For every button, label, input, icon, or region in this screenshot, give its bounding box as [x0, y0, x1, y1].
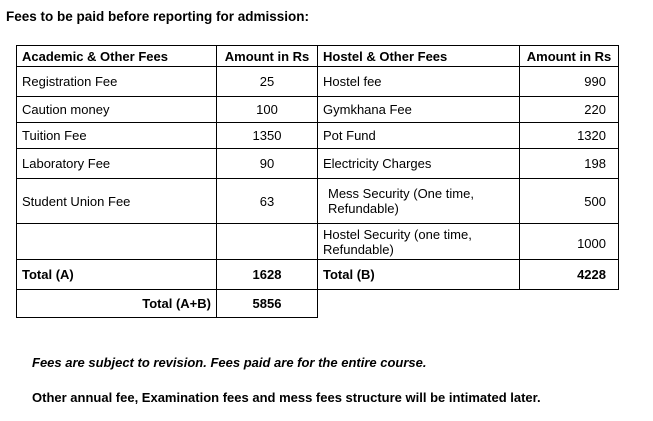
academic-fee-name: Registration Fee — [17, 67, 217, 97]
table-row — [17, 97, 619, 123]
hostel-fee-amount: 1320 — [520, 123, 619, 149]
academic-fee-amount: 90 — [217, 149, 318, 179]
academic-fee-name: Laboratory Fee — [17, 149, 217, 179]
annual-fee-note: Other annual fee, Examination fees and mess fees structure will be intimated later. — [32, 390, 541, 405]
total-a-value: 1628 — [217, 260, 318, 290]
grand-total-value: 5856 — [217, 290, 318, 318]
academic-fee-amount: 100 — [217, 97, 318, 123]
table-row — [17, 224, 619, 260]
revision-note: Fees are subject to revision. Fees paid are for the entire course. — [32, 355, 427, 370]
hostel-fee-amount: 198 — [520, 149, 619, 179]
header-academic-fees: Academic & Other Fees — [17, 46, 217, 67]
hostel-fee-amount: 990 — [520, 67, 619, 97]
academic-fee-name: Student Union Fee — [17, 179, 217, 224]
hostel-fee-name: Hostel fee — [318, 67, 520, 97]
hostel-fee-amount: 220 — [520, 97, 619, 123]
table-row — [17, 149, 619, 179]
hostel-fee-name: Pot Fund — [318, 123, 520, 149]
academic-fee-name — [17, 224, 217, 260]
academic-fee-name: Tuition Fee — [17, 123, 217, 149]
table-header-row — [17, 46, 619, 67]
fees-table — [16, 45, 619, 318]
total-row — [17, 260, 619, 290]
grand-total-label: Total (A+B) — [17, 290, 217, 318]
total-b-label: Total (B) — [318, 260, 520, 290]
header-hostel-fees: Hostel & Other Fees — [318, 46, 520, 67]
hostel-fee-name: Electricity Charges — [318, 149, 520, 179]
hostel-fee-amount: 500 — [520, 179, 619, 224]
hostel-fee-name: Mess Security (One time, Refundable) — [318, 179, 520, 224]
academic-fee-amount — [217, 224, 318, 260]
table-row — [17, 179, 619, 224]
total-a-label: Total (A) — [17, 260, 217, 290]
hostel-fee-amount: 1000 — [520, 224, 619, 260]
hostel-fee-name: Hostel Security (one time, Refundable) — [318, 224, 520, 260]
academic-fee-amount: 25 — [217, 67, 318, 97]
academic-fee-amount: 1350 — [217, 123, 318, 149]
table-row — [17, 123, 619, 149]
grand-total-row — [17, 290, 619, 318]
page-heading: Fees to be paid before reporting for admission: — [6, 9, 310, 24]
total-b-value: 4228 — [520, 260, 619, 290]
academic-fee-name: Caution money — [17, 97, 217, 123]
academic-fee-amount: 63 — [217, 179, 318, 224]
hostel-fee-name: Gymkhana Fee — [318, 97, 520, 123]
header-amount-hostel: Amount in Rs — [520, 46, 619, 67]
header-amount-academic: Amount in Rs — [217, 46, 318, 67]
table-row — [17, 67, 619, 97]
